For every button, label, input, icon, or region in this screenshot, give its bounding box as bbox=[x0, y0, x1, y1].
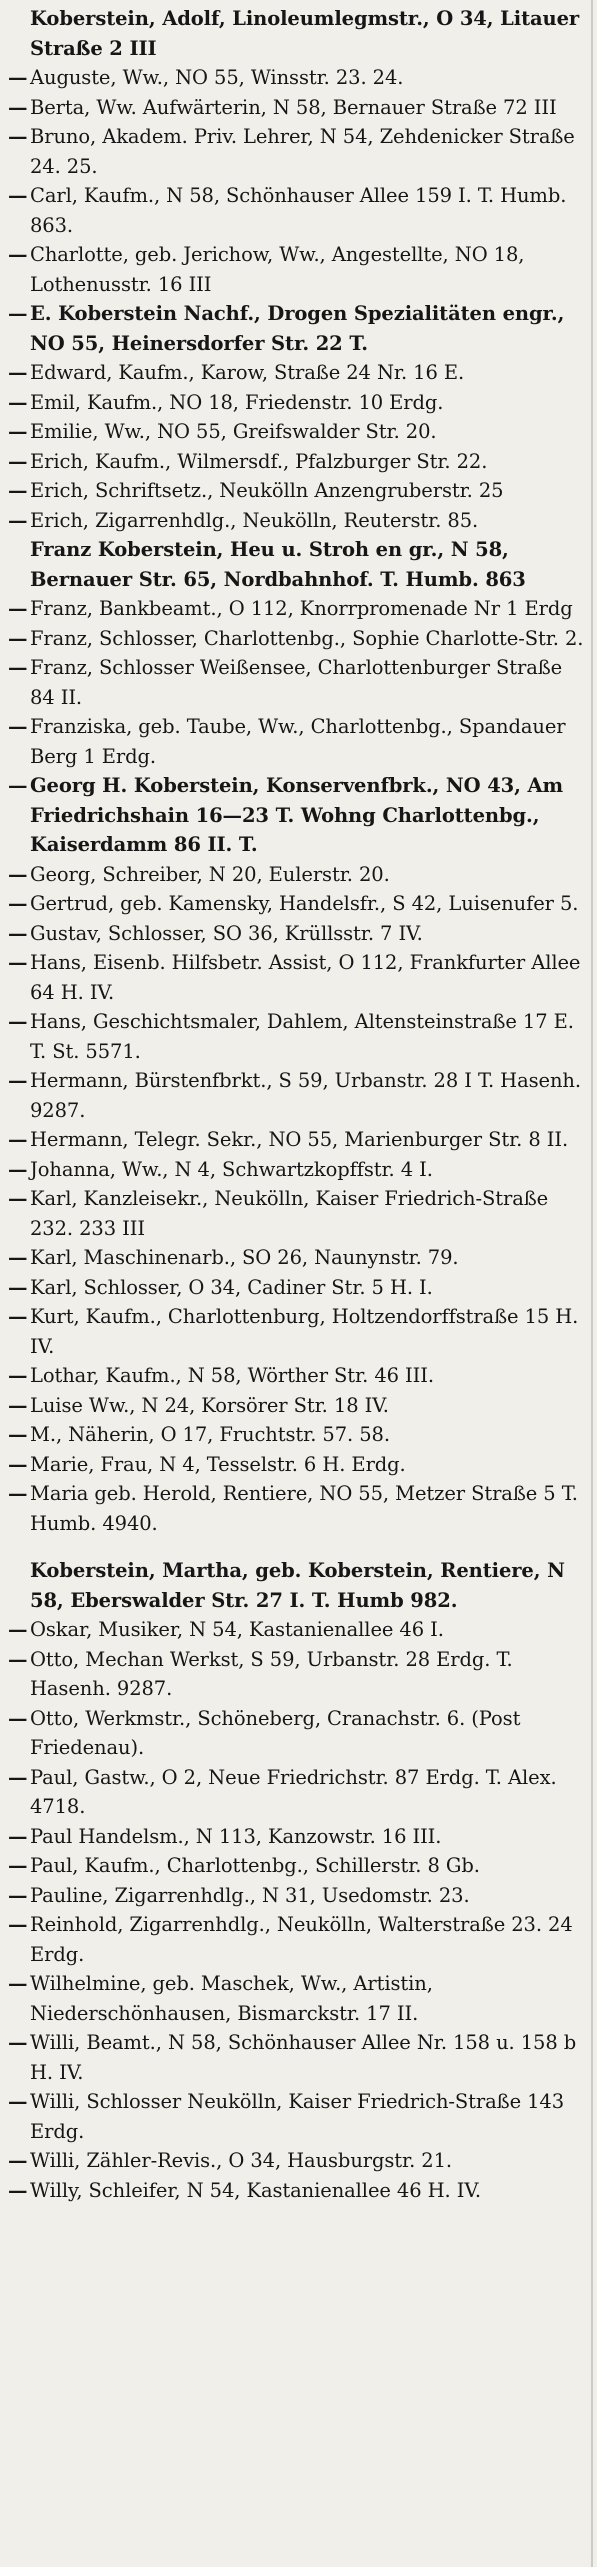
directory-entry bbox=[8, 1881, 585, 1911]
directory-entry bbox=[8, 506, 585, 536]
directory-entry bbox=[8, 417, 585, 447]
entry-text: Emil, Kaufm., NO 18, Friedenstr. 10 Erdg. bbox=[30, 390, 444, 414]
entry-text: Karl, Kanzleisekr., Neukölln, Kaiser Friedrich-Straße 232. 233 III bbox=[30, 1187, 549, 1240]
entry-text: Franz, Bankbeamt., O 112, Knorrpromenade Nr 1 Erdg bbox=[30, 597, 573, 620]
entry-text: Paul, Kaufm., Charlottenbg., Schillerstr. 8 Gb. bbox=[30, 1854, 480, 1877]
directory-entry bbox=[8, 1007, 585, 1066]
entry-text: Gustav, Schlosser, SO 36, Krüllsstr. 7 IV. bbox=[30, 921, 423, 945]
entry-dash: — bbox=[8, 1824, 28, 1848]
entry-dash: — bbox=[8, 1305, 28, 1328]
directory-entry bbox=[8, 1822, 585, 1852]
directory-entry bbox=[8, 1479, 585, 1538]
entry-dash: — bbox=[8, 892, 28, 915]
entry-dash: — bbox=[8, 1913, 28, 1936]
entry-text: Paul Handelsm., N 113, Kanzowstr. 16 III. bbox=[30, 1824, 442, 1848]
entry-dash: — bbox=[8, 2178, 28, 2202]
directory-entry bbox=[8, 1645, 585, 1704]
entry-dash: — bbox=[8, 184, 28, 207]
entry-text: Hans, Geschichtsmaler, Dahlem, Altensteinstraße 17 E. T. St. 5571. bbox=[30, 1010, 574, 1063]
entry-text: Willi, Schlosser Neukölln, Kaiser Friedrich-Straße 143 Erdg. bbox=[30, 2090, 565, 2143]
entry-text: Maria geb. Herold, Rentiere, NO 55, Metzer Straße 5 T. Humb. 4940. bbox=[30, 1482, 578, 1535]
entry-dash: — bbox=[8, 2031, 28, 2054]
entry-dash: — bbox=[8, 2090, 28, 2113]
entry-text: Franz Koberstein, Heu u. Stroh en gr., N 58, Bernauer Str. 65, Nordbahnhof. T. Humb. 863 bbox=[30, 538, 526, 591]
entry-dash: — bbox=[8, 420, 28, 443]
entry-text: Koberstein, Martha, geb. Koberstein, Rentiere, N 58, Eberswalder Str. 27 I. T. Humb 982. bbox=[30, 1559, 565, 1612]
entry-dash: — bbox=[8, 1883, 28, 1907]
directory-entry bbox=[8, 1243, 585, 1273]
directory-entry bbox=[8, 712, 585, 771]
entry-text: Reinhold, Zigarrenhdlg., Neukölln, Walterstraße 23. 24 Erdg. bbox=[30, 1913, 573, 1966]
entry-text: Franziska, geb. Taube, Ww., Charlottenbg., Spandauer Berg 1 Erdg. bbox=[30, 715, 566, 768]
directory-entry bbox=[8, 1851, 585, 1881]
entry-text: Willi, Zähler-Revis., O 34, Hausburgstr. 21. bbox=[30, 2149, 453, 2172]
directory-entry bbox=[8, 771, 585, 860]
entry-dash: — bbox=[8, 390, 28, 414]
directory-entry bbox=[8, 122, 585, 181]
directory-entry bbox=[8, 63, 585, 93]
directory-entry bbox=[8, 1184, 585, 1243]
directory-entry bbox=[8, 1704, 585, 1763]
entry-text: Bruno, Akadem. Priv. Lehrer, N 54, Zehdenicker Straße 24. 25. bbox=[30, 125, 575, 178]
entry-dash: — bbox=[8, 951, 28, 974]
entry-text: Edward, Kaufm., Karow, Straße 24 Nr. 16 E. bbox=[30, 361, 465, 384]
entry-text: Willi, Beamt., N 58, Schönhauser Allee Nr. 158 u. 158 b H. IV. bbox=[30, 2031, 577, 2084]
entry-text: Auguste, Ww., NO 55, Winsstr. 23. 24. bbox=[30, 66, 404, 89]
entry-dash: — bbox=[8, 1128, 28, 1151]
entry-dash: — bbox=[8, 774, 28, 797]
directory-entry bbox=[8, 1763, 585, 1822]
page-edge-shadow bbox=[591, 0, 593, 2567]
entry-dash: — bbox=[8, 597, 28, 620]
entry-text: Marie, Frau, N 4, Tesselstr. 6 H. Erdg. bbox=[30, 1452, 406, 1476]
entry-dash: — bbox=[8, 1972, 28, 1995]
directory-entry bbox=[8, 181, 585, 240]
entry-text: Otto, Werkmstr., Schöneberg, Cranachstr. 6. (Post Friedenau). bbox=[30, 1706, 521, 1759]
entry-dash: — bbox=[8, 361, 28, 384]
entry-text: Erich, Schriftsetz., Neukölln Anzengruberstr. 25 bbox=[30, 479, 504, 502]
entry-text: Hermann, Bürstenfbrkt., S 59, Urbanstr. 28 I T. Hasenh. 9287. bbox=[30, 1069, 581, 1122]
directory-entry bbox=[8, 624, 585, 654]
entry-dash: — bbox=[8, 1393, 28, 1417]
directory-entry bbox=[8, 535, 585, 594]
directory-entry bbox=[8, 889, 585, 919]
entry-text: Luise Ww., N 24, Korsörer Str. 18 IV. bbox=[30, 1393, 389, 1417]
entry-text: Charlotte, geb. Jerichow, Ww., Angestellte, NO 18, Lothenusstr. 16 III bbox=[30, 243, 525, 296]
entry-text: Georg, Schreiber, N 20, Eulerstr. 20. bbox=[30, 862, 390, 886]
directory-entry bbox=[8, 653, 585, 712]
directory-entry bbox=[8, 860, 585, 890]
entry-text: Georg H. Koberstein, Konservenfbrk., NO 43, Am Friedrichshain 16—23 T. Wohng Charlottenbg., Kaiserdamm 86 II. T. bbox=[30, 774, 564, 856]
directory-column-upper bbox=[8, 4, 585, 1538]
directory-entry bbox=[8, 594, 585, 624]
entry-text: Hermann, Telegr. Sekr., NO 55, Marienburger Str. 8 II. bbox=[30, 1128, 569, 1151]
entry-text: Franz, Schlosser Weißensee, Charlottenburger Straße 84 II. bbox=[30, 656, 563, 709]
entry-text: Erich, Kaufm., Wilmersdf., Pfalzburger Str. 22. bbox=[30, 449, 488, 473]
directory-entry bbox=[8, 1125, 585, 1155]
entry-dash: — bbox=[8, 508, 28, 532]
entry-text: Carl, Kaufm., N 58, Schönhauser Allee 159 I. T. Humb. 863. bbox=[30, 184, 567, 237]
entry-text: E. Koberstein Nachf., Drogen Spezialitäten engr., NO 55, Heinersdorfer Str. 22 T. bbox=[30, 302, 565, 355]
entry-text: Erich, Zigarrenhdlg., Neukölln, Reuterstr. 85. bbox=[30, 508, 479, 532]
entry-dash: — bbox=[8, 715, 28, 738]
directory-entry bbox=[8, 2028, 585, 2087]
entry-dash: — bbox=[8, 1157, 28, 1181]
directory-entry bbox=[8, 1450, 585, 1480]
directory-entry bbox=[8, 93, 585, 123]
entry-text: Paul, Gastw., O 2, Neue Friedrichstr. 87 Erdg. T. Alex. 4718. bbox=[30, 1765, 557, 1818]
directory-entry bbox=[8, 1910, 585, 1969]
directory-entry bbox=[8, 358, 585, 388]
entry-text: Karl, Maschinenarb., SO 26, Naunynstr. 79. bbox=[30, 1246, 459, 1269]
directory-entry bbox=[8, 1420, 585, 1450]
entry-dash: — bbox=[8, 95, 28, 119]
directory-entry bbox=[8, 447, 585, 477]
directory-entry bbox=[8, 1273, 585, 1303]
entry-dash: — bbox=[8, 302, 28, 325]
entry-text: Emilie, Ww., NO 55, Greifswalder Str. 20. bbox=[30, 420, 437, 443]
directory-entry bbox=[8, 2087, 585, 2146]
entry-text: Koberstein, Adolf, Linoleumlegmstr., O 34, Litauer Straße 2 III bbox=[30, 7, 580, 60]
entry-dash: — bbox=[8, 1706, 28, 1730]
entry-dash: — bbox=[8, 656, 28, 679]
entry-dash: — bbox=[8, 1482, 28, 1505]
directory-entry bbox=[8, 388, 585, 418]
directory-entry bbox=[8, 1302, 585, 1361]
entry-dash: — bbox=[8, 479, 28, 502]
entry-dash: — bbox=[8, 1246, 28, 1269]
entry-dash: — bbox=[8, 1452, 28, 1476]
entry-text: Franz, Schlosser, Charlottenbg., Sophie Charlotte-Str. 2. bbox=[30, 626, 584, 650]
entry-text: M., Näherin, O 17, Fruchtstr. 57. 58. bbox=[30, 1423, 390, 1446]
directory-entry bbox=[8, 476, 585, 506]
entry-dash: — bbox=[8, 921, 28, 945]
entry-dash: — bbox=[8, 125, 28, 148]
directory-entry bbox=[8, 299, 585, 358]
directory-entry bbox=[8, 1155, 585, 1185]
directory-entry bbox=[8, 1969, 585, 2028]
directory-entry bbox=[8, 948, 585, 1007]
entry-text: Kurt, Kaufm., Charlottenburg, Holtzendorffstraße 15 H. IV. bbox=[30, 1305, 579, 1358]
entry-dash: — bbox=[8, 1275, 28, 1299]
directory-entry bbox=[8, 2146, 585, 2176]
entry-dash: — bbox=[8, 1765, 28, 1789]
entry-text: Hans, Eisenb. Hilfsbetr. Assist, O 112, Frankfurter Allee 64 H. IV. bbox=[30, 951, 581, 1004]
entry-dash: — bbox=[8, 1069, 28, 1092]
directory-entry bbox=[8, 240, 585, 299]
entry-text: Gertrud, geb. Kamensky, Handelsfr., S 42, Luisenufer 5. bbox=[30, 892, 579, 915]
directory-entry bbox=[8, 1066, 585, 1125]
entry-dash: — bbox=[8, 1423, 28, 1446]
entry-dash: — bbox=[8, 449, 28, 473]
directory-column-lower bbox=[8, 1556, 585, 2205]
entry-dash: — bbox=[8, 1854, 28, 1877]
entry-text: Johanna, Ww., N 4, Schwartzkopffstr. 4 I. bbox=[30, 1157, 433, 1181]
entry-dash: — bbox=[8, 2149, 28, 2172]
entry-dash: — bbox=[8, 1618, 28, 1641]
entry-dash: — bbox=[8, 1010, 28, 1033]
entry-text: Berta, Ww. Aufwärterin, N 58, Bernauer Straße 72 III bbox=[30, 95, 557, 119]
entry-text: Lothar, Kaufm., N 58, Wörther Str. 46 III. bbox=[30, 1364, 434, 1387]
entry-dash: — bbox=[8, 862, 28, 886]
directory-entry bbox=[8, 1391, 585, 1421]
directory-entry bbox=[8, 919, 585, 949]
entry-text: Wilhelmine, geb. Maschek, Ww., Artistin, Niederschönhausen, Bismarckstr. 17 II. bbox=[30, 1972, 433, 2025]
directory-entry bbox=[8, 1615, 585, 1645]
entry-dash: — bbox=[8, 66, 28, 89]
entry-text: Willy, Schleifer, N 54, Kastanienallee 46 H. IV. bbox=[30, 2178, 482, 2202]
entry-dash: — bbox=[8, 626, 28, 650]
directory-entry bbox=[8, 1361, 585, 1391]
directory-entry bbox=[8, 2176, 585, 2206]
entry-text: Karl, Schlosser, O 34, Cadiner Str. 5 H. I. bbox=[30, 1275, 433, 1299]
entry-text: Oskar, Musiker, N 54, Kastanienallee 46 I. bbox=[30, 1618, 444, 1641]
directory-entry bbox=[8, 4, 585, 63]
entry-dash: — bbox=[8, 1187, 28, 1210]
directory-entry bbox=[8, 1556, 585, 1615]
entry-dash: — bbox=[8, 243, 28, 266]
section-gap bbox=[8, 1538, 585, 1556]
entry-text: Otto, Mechan Werkst, S 59, Urbanstr. 28 Erdg. T. Hasenh. 9287. bbox=[30, 1647, 513, 1700]
entry-dash: — bbox=[8, 1364, 28, 1387]
entry-dash: — bbox=[8, 1647, 28, 1671]
entry-text: Pauline, Zigarrenhdlg., N 31, Usedomstr. 23. bbox=[30, 1883, 470, 1907]
